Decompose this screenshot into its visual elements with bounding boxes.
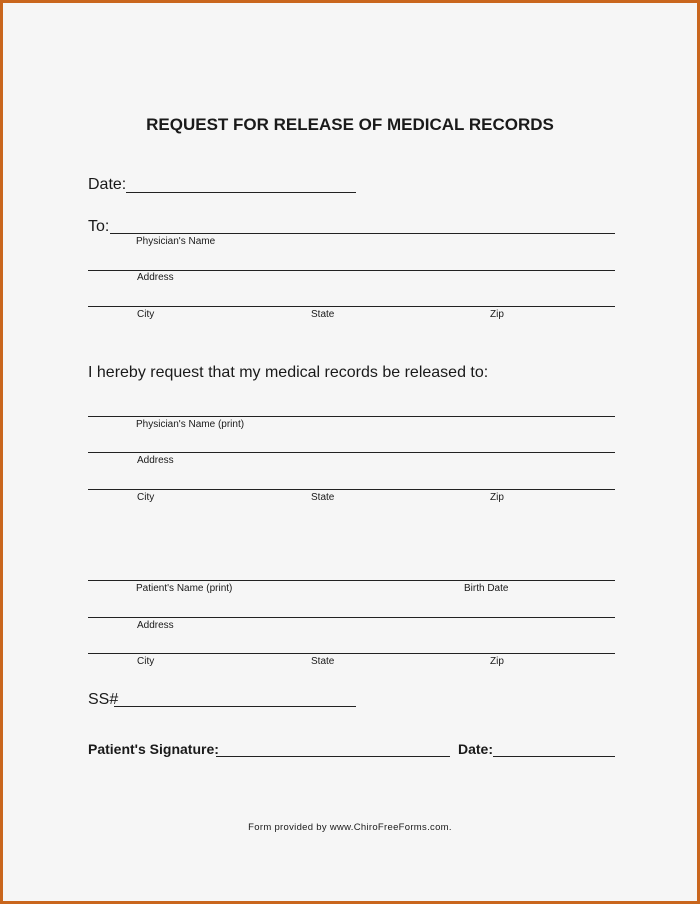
release-address-line[interactable] bbox=[88, 452, 615, 453]
release-physician-name-label: Physician's Name (print) bbox=[136, 419, 245, 430]
release-state-label: State bbox=[311, 492, 335, 503]
request-statement: I hereby request that my medical records be released to: bbox=[88, 364, 489, 381]
release-city-label: City bbox=[137, 492, 155, 503]
ss-label: SS# bbox=[88, 691, 119, 708]
to-state-label: State bbox=[311, 309, 335, 320]
to-physician-line[interactable] bbox=[110, 233, 615, 234]
patient-state-label: State bbox=[311, 656, 335, 667]
release-zip-label: Zip bbox=[490, 492, 504, 503]
patient-address-label: Address bbox=[137, 620, 174, 631]
date-label: Date: bbox=[88, 176, 127, 193]
to-zip-label: Zip bbox=[490, 309, 504, 320]
patient-city-state-zip-line[interactable] bbox=[88, 653, 615, 654]
to-physician-name-label: Physician's Name bbox=[136, 236, 216, 247]
release-city-state-zip-line[interactable] bbox=[88, 489, 615, 490]
form-title: REQUEST FOR RELEASE OF MEDICAL RECORDS bbox=[146, 115, 554, 134]
signature-field-line[interactable] bbox=[216, 756, 450, 757]
patient-zip-label: Zip bbox=[490, 656, 504, 667]
patient-name-label: Patient's Name (print) bbox=[136, 583, 233, 594]
to-address-label: Address bbox=[137, 272, 174, 283]
to-city-state-zip-line[interactable] bbox=[88, 306, 615, 307]
birth-date-label: Birth Date bbox=[464, 583, 509, 594]
signature-date-label: Date: bbox=[458, 741, 494, 757]
patient-address-line[interactable] bbox=[88, 617, 615, 618]
patient-city-label: City bbox=[137, 656, 155, 667]
signature-date-field-line[interactable] bbox=[493, 756, 615, 757]
release-address-label: Address bbox=[137, 455, 174, 466]
date-field-line[interactable] bbox=[126, 192, 356, 193]
ss-field-line[interactable] bbox=[114, 706, 356, 707]
to-address-line[interactable] bbox=[88, 270, 615, 271]
patient-name-line[interactable] bbox=[88, 580, 615, 581]
signature-label: Patient's Signature: bbox=[88, 741, 219, 757]
to-label: To: bbox=[88, 218, 110, 235]
release-physician-line[interactable] bbox=[88, 416, 615, 417]
to-city-label: City bbox=[137, 309, 155, 320]
form-footer: Form provided by www.ChiroFreeForms.com. bbox=[248, 822, 452, 833]
